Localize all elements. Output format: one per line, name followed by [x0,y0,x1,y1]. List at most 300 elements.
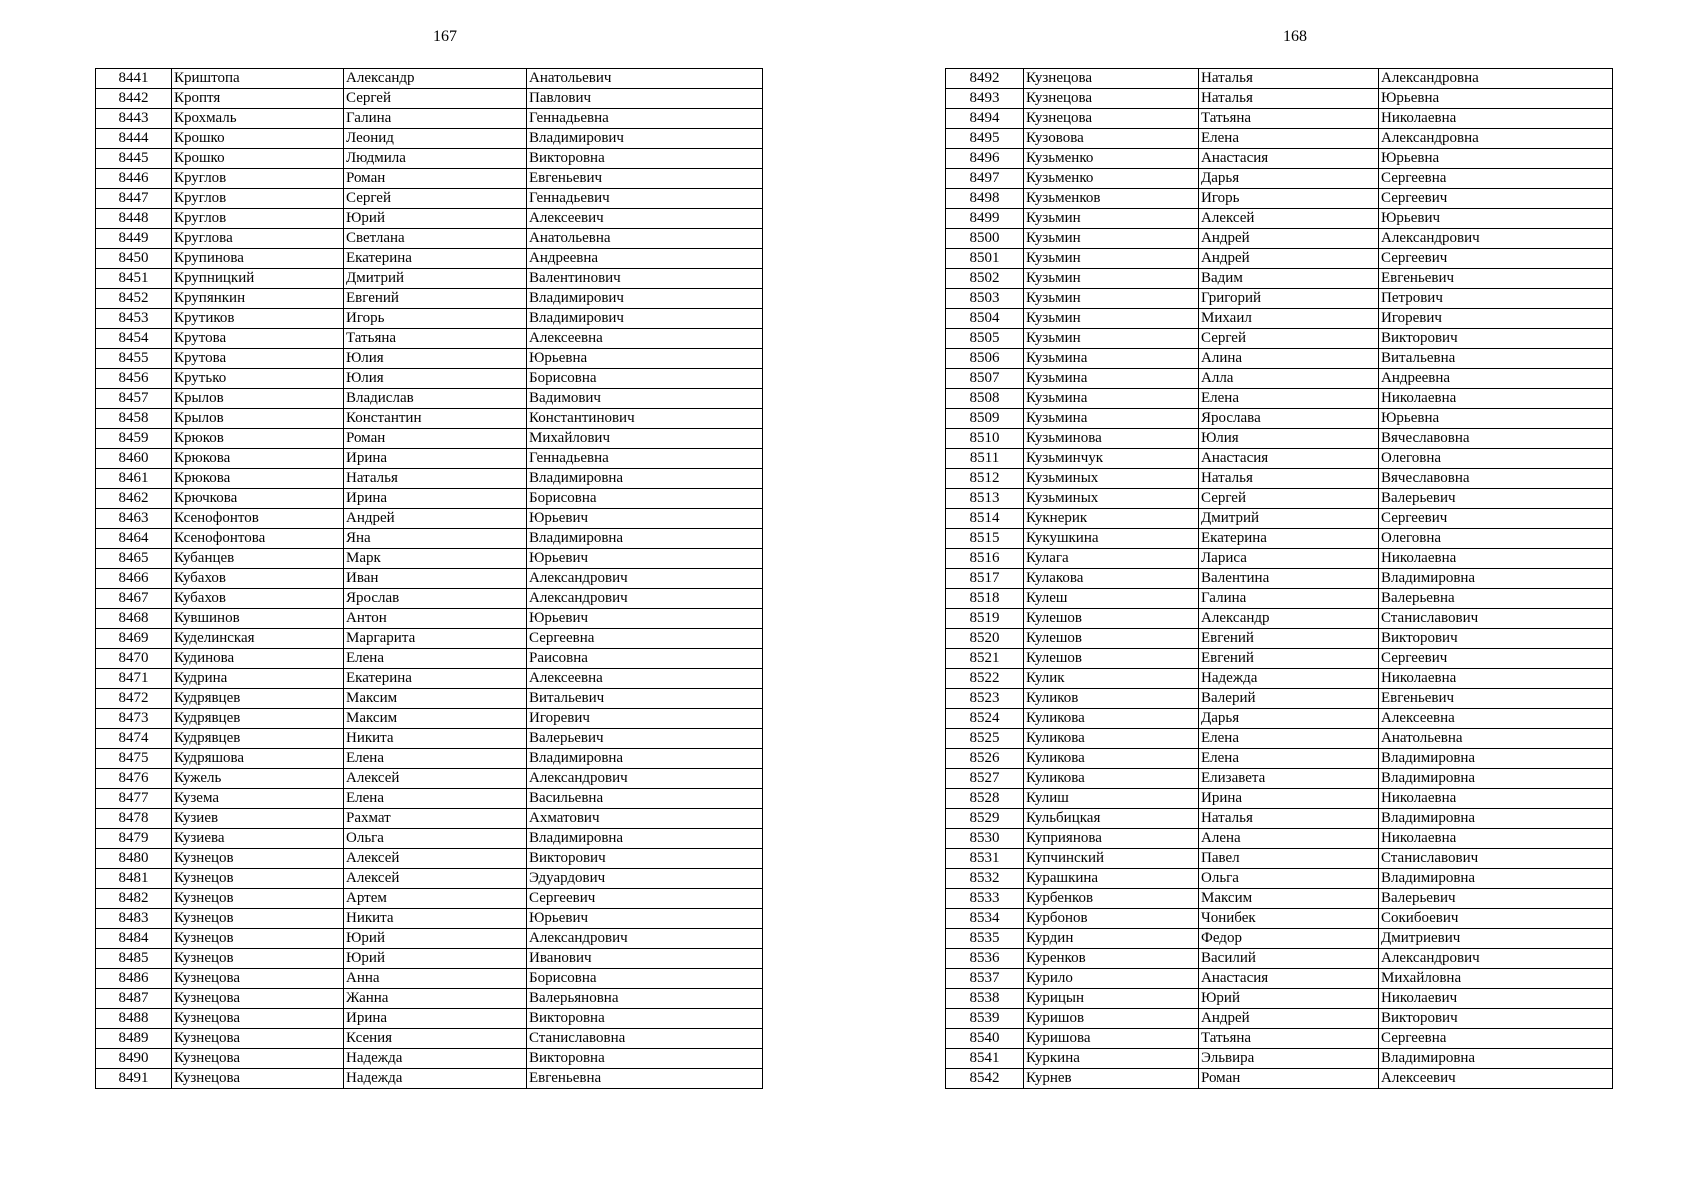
surname-cell: Кузовова [1024,129,1199,149]
row-number-cell: 8532 [946,869,1024,889]
first-name-cell: Елизавета [1199,769,1379,789]
patronymic-cell: Владимировна [527,829,763,849]
first-name-cell: Константин [344,409,527,429]
row-number-cell: 8458 [96,409,172,429]
table-row [946,249,1613,269]
table-row [946,829,1613,849]
table-row [96,129,763,149]
row-number-cell: 8534 [946,909,1024,929]
first-name-cell: Сергей [1199,489,1379,509]
first-name-cell: Екатерина [344,669,527,689]
patronymic-cell: Константинович [527,409,763,429]
table-row [96,309,763,329]
row-number-cell: 8520 [946,629,1024,649]
patronymic-cell: Александровна [1379,69,1613,89]
table-row [946,529,1613,549]
table-row [96,689,763,709]
row-number-cell: 8502 [946,269,1024,289]
first-name-cell: Артем [344,889,527,909]
surname-cell: Крупянкин [172,289,344,309]
right-page [945,0,1645,1200]
patronymic-cell: Олеговна [1379,529,1613,549]
first-name-cell: Ксения [344,1029,527,1049]
first-name-cell: Надежда [344,1069,527,1089]
table-row [96,909,763,929]
patronymic-cell: Владимирович [527,289,763,309]
row-number-cell: 8474 [96,729,172,749]
table-row [946,909,1613,929]
row-number-cell: 8490 [96,1049,172,1069]
row-number-cell: 8445 [96,149,172,169]
first-name-cell: Алексей [344,869,527,889]
surname-cell: Кузьмина [1024,349,1199,369]
patronymic-cell: Борисовна [527,969,763,989]
table-row [946,689,1613,709]
surname-cell: Курашкина [1024,869,1199,889]
patronymic-cell: Игоревич [1379,309,1613,329]
row-number-cell: 8511 [946,449,1024,469]
patronymic-cell: Юрьевич [527,509,763,529]
row-number-cell: 8465 [96,549,172,569]
row-number-cell: 8504 [946,309,1024,329]
table-row [946,789,1613,809]
row-number-cell: 8468 [96,609,172,629]
surname-cell: Кузнецов [172,889,344,909]
row-number-cell: 8514 [946,509,1024,529]
table-row [96,249,763,269]
surname-cell: Кукнерик [1024,509,1199,529]
patronymic-cell: Александровна [1379,129,1613,149]
patronymic-cell: Михайлович [527,429,763,449]
patronymic-cell: Станиславович [1379,609,1613,629]
table-row [946,349,1613,369]
surname-cell: Кузнецова [1024,109,1199,129]
surname-cell: Крылов [172,409,344,429]
table-row [946,1069,1613,1089]
first-name-cell: Юлия [344,369,527,389]
patronymic-cell: Станиславович [1379,849,1613,869]
first-name-cell: Юлия [1199,429,1379,449]
table-row [946,949,1613,969]
table-row [96,109,763,129]
page-number: 168 [1283,28,1307,45]
row-number-cell: 8442 [96,89,172,109]
surname-cell: Кузьминых [1024,469,1199,489]
row-number-cell: 8524 [946,709,1024,729]
row-number-cell: 8470 [96,649,172,669]
row-number-cell: 8535 [946,929,1024,949]
patronymic-cell: Сергеевич [1379,189,1613,209]
table-row [946,749,1613,769]
table-row [96,289,763,309]
row-number-cell: 8487 [96,989,172,1009]
row-number-cell: 8538 [946,989,1024,1009]
patronymic-cell: Александрович [527,569,763,589]
surname-cell: Кузьмина [1024,389,1199,409]
first-name-cell: Жанна [344,989,527,1009]
surname-cell: Куликова [1024,729,1199,749]
patronymic-cell: Николаевна [1379,669,1613,689]
first-name-cell: Павел [1199,849,1379,869]
surname-cell: Кузьмина [1024,409,1199,429]
first-name-cell: Алена [1199,829,1379,849]
first-name-cell: Игорь [1199,189,1379,209]
first-name-cell: Рахмат [344,809,527,829]
row-number-cell: 8457 [96,389,172,409]
row-number-cell: 8469 [96,629,172,649]
first-name-cell: Елена [1199,129,1379,149]
first-name-cell: Эльвира [1199,1049,1379,1069]
surname-cell: Кузьминых [1024,489,1199,509]
patronymic-cell: Владимировна [1379,569,1613,589]
row-number-cell: 8466 [96,569,172,589]
surname-cell: Кулик [1024,669,1199,689]
row-number-cell: 8484 [96,929,172,949]
first-name-cell: Роман [1199,1069,1379,1089]
surname-cell: Круглов [172,209,344,229]
first-name-cell: Александр [344,69,527,89]
patronymic-cell: Евгеньевич [1379,689,1613,709]
patronymic-cell: Анатольевна [1379,729,1613,749]
first-name-cell: Татьяна [1199,1029,1379,1049]
row-number-cell: 8517 [946,569,1024,589]
surname-cell: Кузнецова [1024,69,1199,89]
table-row [96,729,763,749]
table-row [96,349,763,369]
surname-cell: Кулакова [1024,569,1199,589]
patronymic-cell: Николаевна [1379,829,1613,849]
surname-cell: Кувшинов [172,609,344,629]
surname-cell: Кузьмин [1024,289,1199,309]
first-name-cell: Наталья [1199,809,1379,829]
surname-cell: Кулеш [1024,589,1199,609]
first-name-cell: Ярослава [1199,409,1379,429]
surname-cell: Кубахов [172,589,344,609]
surname-cell: Кулешов [1024,609,1199,629]
surname-cell: Круглова [172,229,344,249]
first-name-cell: Роман [344,169,527,189]
patronymic-cell: Евгеньевич [527,169,763,189]
row-number-cell: 8449 [96,229,172,249]
patronymic-cell: Владимировна [1379,749,1613,769]
first-name-cell: Андрей [1199,229,1379,249]
table-row [946,569,1613,589]
row-number-cell: 8443 [96,109,172,129]
table-row [946,229,1613,249]
surname-cell: Крупинова [172,249,344,269]
surname-cell: Кузнецова [172,1029,344,1049]
first-name-cell: Сергей [1199,329,1379,349]
row-number-cell: 8441 [96,69,172,89]
first-name-cell: Александр [1199,609,1379,629]
row-number-cell: 8519 [946,609,1024,629]
surname-cell: Кузнецов [172,929,344,949]
patronymic-cell: Вячеславовна [1379,429,1613,449]
surname-cell: Кузьмин [1024,269,1199,289]
first-name-cell: Наталья [344,469,527,489]
patronymic-cell: Александрович [527,929,763,949]
surname-cell: Кузнецова [1024,89,1199,109]
patronymic-cell: Владимировна [1379,1049,1613,1069]
table-row [946,109,1613,129]
surname-cell: Куркина [1024,1049,1199,1069]
table-row [96,969,763,989]
surname-cell: Кубахов [172,569,344,589]
table-row [946,369,1613,389]
patronymic-cell: Сергеевна [1379,169,1613,189]
patronymic-cell: Викторовна [527,149,763,169]
first-name-cell: Ирина [1199,789,1379,809]
first-name-cell: Лариса [1199,549,1379,569]
row-number-cell: 8505 [946,329,1024,349]
patronymic-cell: Николаевна [1379,109,1613,129]
first-name-cell: Анна [344,969,527,989]
surname-cell: Крюкова [172,469,344,489]
first-name-cell: Роман [344,429,527,449]
first-name-cell: Наталья [1199,69,1379,89]
row-number-cell: 8539 [946,1009,1024,1029]
patronymic-cell: Викторович [1379,329,1613,349]
first-name-cell: Вадим [1199,269,1379,289]
table-row [96,609,763,629]
table-row [96,1049,763,1069]
patronymic-cell: Александрович [1379,949,1613,969]
surname-cell: Кудрявцев [172,709,344,729]
first-name-cell: Татьяна [1199,109,1379,129]
surname-cell: Кудряшова [172,749,344,769]
first-name-cell: Иван [344,569,527,589]
surname-cell: Крошко [172,149,344,169]
first-name-cell: Ирина [344,489,527,509]
table-row [96,1009,763,1029]
first-name-cell: Никита [344,909,527,929]
first-name-cell: Людмила [344,149,527,169]
row-number-cell: 8450 [96,249,172,269]
row-number-cell: 8500 [946,229,1024,249]
table-row [96,449,763,469]
table-row [946,1029,1613,1049]
table-row [96,209,763,229]
surname-cell: Кулиш [1024,789,1199,809]
row-number-cell: 8452 [96,289,172,309]
patronymic-cell: Викторович [1379,629,1613,649]
row-number-cell: 8515 [946,529,1024,549]
surname-cell: Ксенофонтова [172,529,344,549]
row-number-cell: 8498 [946,189,1024,209]
row-number-cell: 8509 [946,409,1024,429]
row-number-cell: 8444 [96,129,172,149]
table-row [96,649,763,669]
surname-cell: Куришов [1024,1009,1199,1029]
patronymic-cell: Павлович [527,89,763,109]
first-name-cell: Анастасия [1199,149,1379,169]
table-row [96,89,763,109]
first-name-cell: Елена [344,749,527,769]
table-row [946,429,1613,449]
first-name-cell: Евгений [1199,629,1379,649]
surname-cell: Кузьминчук [1024,449,1199,469]
patronymic-cell: Сергеевич [1379,649,1613,669]
patronymic-cell: Раисовна [527,649,763,669]
row-number-cell: 8530 [946,829,1024,849]
first-name-cell: Ирина [344,449,527,469]
surname-cell: Кудинова [172,649,344,669]
row-number-cell: 8455 [96,349,172,369]
surname-cell: Куприянова [1024,829,1199,849]
patronymic-cell: Николаевна [1379,549,1613,569]
patronymic-cell: Витальевич [527,689,763,709]
patronymic-cell: Сокибоевич [1379,909,1613,929]
surname-cell: Крутова [172,349,344,369]
first-name-cell: Евгений [1199,649,1379,669]
surname-cell: Крюков [172,429,344,449]
surname-cell: Кульбицкая [1024,809,1199,829]
patronymic-cell: Сергеевич [527,889,763,909]
row-number-cell: 8459 [96,429,172,449]
first-name-cell: Сергей [344,89,527,109]
first-name-cell: Дарья [1199,169,1379,189]
first-name-cell: Татьяна [344,329,527,349]
patronymic-cell: Алексеевна [527,329,763,349]
surname-cell: Кузнецов [172,949,344,969]
first-name-cell: Никита [344,729,527,749]
table-row [96,929,763,949]
surname-cell: Кузьмин [1024,209,1199,229]
patronymic-cell: Игоревич [527,709,763,729]
patronymic-cell: Алексеевич [1379,1069,1613,1089]
patronymic-cell: Юрьевна [527,349,763,369]
first-name-cell: Галина [1199,589,1379,609]
first-name-cell: Леонид [344,129,527,149]
surname-cell: Курбенков [1024,889,1199,909]
patronymic-cell: Михайловна [1379,969,1613,989]
surname-cell: Крутова [172,329,344,349]
patronymic-cell: Станиславовна [527,1029,763,1049]
surname-cell: Кулешов [1024,649,1199,669]
patronymic-cell: Валерьевна [1379,589,1613,609]
table-row [96,1069,763,1089]
patronymic-cell: Евгеньевич [1379,269,1613,289]
row-number-cell: 8541 [946,1049,1024,1069]
row-number-cell: 8542 [946,1069,1024,1089]
row-number-cell: 8540 [946,1029,1024,1049]
patronymic-cell: Владимировна [527,469,763,489]
first-name-cell: Сергей [344,189,527,209]
surname-cell: Кузьмин [1024,329,1199,349]
patronymic-cell: Олеговна [1379,449,1613,469]
table-row [96,709,763,729]
table-row [946,549,1613,569]
patronymic-cell: Валерьевич [1379,889,1613,909]
row-number-cell: 8489 [96,1029,172,1049]
row-number-cell: 8531 [946,849,1024,869]
patronymic-cell: Владимирович [527,309,763,329]
patronymic-cell: Анатольевна [527,229,763,249]
first-name-cell: Владислав [344,389,527,409]
table-row [96,409,763,429]
row-number-cell: 8537 [946,969,1024,989]
table-row [96,329,763,349]
table-row [946,629,1613,649]
patronymic-cell: Владимировна [527,749,763,769]
row-number-cell: 8503 [946,289,1024,309]
patronymic-cell: Андреевна [527,249,763,269]
left-page [95,0,795,1200]
surname-cell: Крюкова [172,449,344,469]
names-table [95,68,763,1089]
table-row [946,709,1613,729]
patronymic-cell: Сергеевна [1379,1029,1613,1049]
row-number-cell: 8486 [96,969,172,989]
surname-cell: Кроптя [172,89,344,109]
row-number-cell: 8493 [946,89,1024,109]
patronymic-cell: Сергеевич [1379,249,1613,269]
first-name-cell: Наталья [1199,469,1379,489]
surname-cell: Кузьмин [1024,309,1199,329]
table-row [946,509,1613,529]
first-name-cell: Андрей [1199,1009,1379,1029]
surname-cell: Кукушкина [1024,529,1199,549]
patronymic-cell: Геннадьевна [527,449,763,469]
row-number-cell: 8473 [96,709,172,729]
surname-cell: Кузьмин [1024,229,1199,249]
patronymic-cell: Васильевна [527,789,763,809]
row-number-cell: 8499 [946,209,1024,229]
first-name-cell: Юлия [344,349,527,369]
table-row [946,669,1613,689]
surname-cell: Круглов [172,169,344,189]
row-number-cell: 8463 [96,509,172,529]
surname-cell: Куликов [1024,689,1199,709]
patronymic-cell: Валерьевич [527,729,763,749]
surname-cell: Крупницкий [172,269,344,289]
table-row [96,789,763,809]
patronymic-cell: Викторовна [527,1049,763,1069]
first-name-cell: Юрий [344,949,527,969]
table-row [946,69,1613,89]
patronymic-cell: Александрович [527,589,763,609]
patronymic-cell: Владимировна [1379,869,1613,889]
row-number-cell: 8522 [946,669,1024,689]
first-name-cell: Екатерина [344,249,527,269]
row-number-cell: 8483 [96,909,172,929]
table-row [946,869,1613,889]
patronymic-cell: Валерьяновна [527,989,763,1009]
surname-cell: Курицын [1024,989,1199,1009]
surname-cell: Ксенофонтов [172,509,344,529]
patronymic-cell: Валентинович [527,269,763,289]
patronymic-cell: Вадимович [527,389,763,409]
surname-cell: Крутиков [172,309,344,329]
table-row [946,289,1613,309]
first-name-cell: Евгений [344,289,527,309]
table-row [946,329,1613,349]
surname-cell: Кудрявцев [172,689,344,709]
first-name-cell: Юрий [344,929,527,949]
patronymic-cell: Борисовна [527,369,763,389]
table-row [96,69,763,89]
patronymic-cell: Алексеевна [1379,709,1613,729]
first-name-cell: Яна [344,529,527,549]
table-row [946,929,1613,949]
table-row [96,889,763,909]
row-number-cell: 8480 [96,849,172,869]
surname-cell: Кудрина [172,669,344,689]
surname-cell: Кузнецова [172,969,344,989]
row-number-cell: 8529 [946,809,1024,829]
table-row [96,509,763,529]
table-row [946,489,1613,509]
